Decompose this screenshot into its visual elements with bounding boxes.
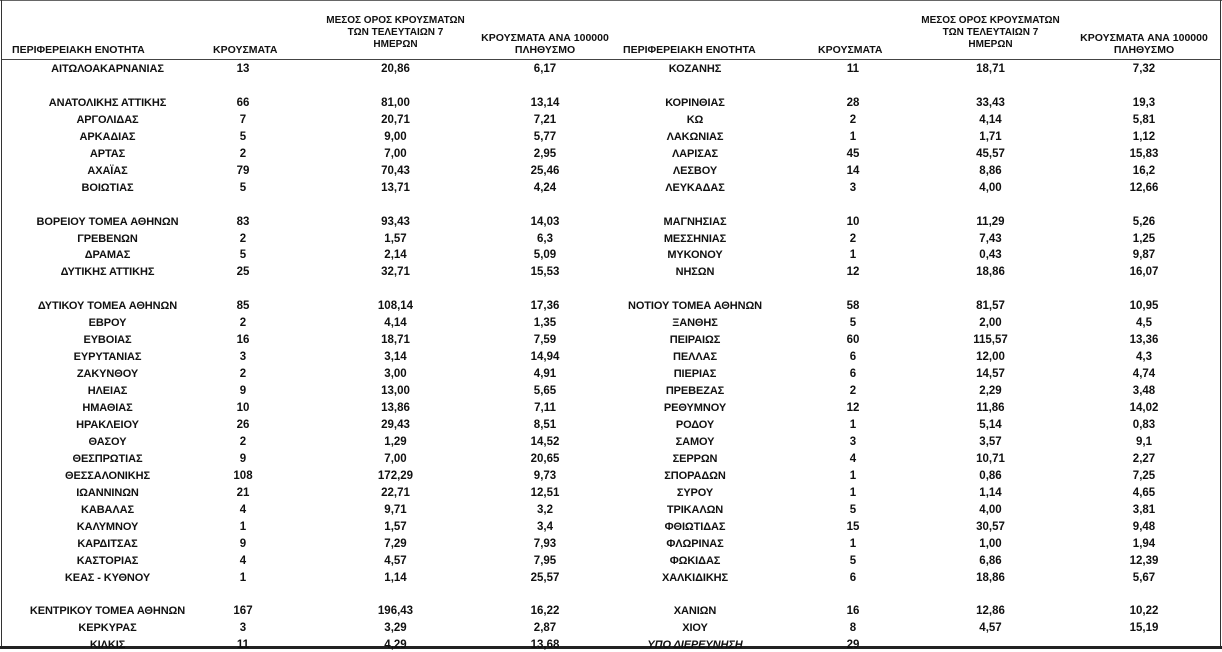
- left-avg-cell: 172,29: [377, 470, 414, 482]
- left-avg-cell: 4,14: [384, 317, 407, 329]
- left-per-cell: 14,94: [530, 351, 560, 363]
- right-avg-cell: 8,86: [979, 165, 1002, 177]
- right-cases-cell: 14: [846, 165, 860, 177]
- left-per-cell: 4,91: [533, 368, 557, 380]
- left-cases-cell: 21: [236, 487, 250, 499]
- right-per-cell: 1,12: [1132, 131, 1156, 143]
- left-per-cell: 5,65: [533, 385, 557, 397]
- left-cases-cell: 11: [236, 639, 250, 651]
- right-region-cell: ΝΗΣΩΝ: [675, 266, 715, 278]
- left-avg-cell: 70,43: [381, 165, 410, 177]
- right-cases-cell: 1: [849, 470, 857, 482]
- left-per-cell: 7,59: [533, 334, 557, 346]
- left-cases-cell: 2: [239, 436, 247, 448]
- right-region-cell: ΜΑΓΝΗΣΙΑΣ: [663, 216, 727, 228]
- left-region-cell: ΕΥΒΟΙΑΣ: [83, 334, 132, 346]
- left-per-cell: 2,95: [533, 148, 557, 160]
- right-region-cell: ΦΩΚΙΔΑΣ: [669, 555, 721, 567]
- right-per-cell: 14,02: [1129, 402, 1159, 414]
- header-region-right: ΠΕΡΙΦΕΡΕΙΑΚΗ ΕΝΟΤΗΤΑ: [623, 44, 756, 56]
- left-cases-cell: 2: [239, 148, 247, 160]
- right-per-cell: 5,81: [1132, 114, 1156, 126]
- left-per-cell: 7,95: [533, 555, 557, 567]
- left-per-cell: 14,52: [530, 436, 560, 448]
- left-per-cell: 16,22: [530, 605, 560, 617]
- right-cases-cell: 12: [846, 266, 860, 278]
- header-avg-left-line3: ΗΜΕΡΩΝ: [373, 39, 418, 50]
- left-per-cell: 9,73: [533, 470, 557, 482]
- left-region-cell: ΗΜΑΘΙΑΣ: [82, 402, 133, 414]
- left-avg-cell: 9,00: [384, 131, 407, 143]
- right-region-cell: ΣΥΡΟΥ: [676, 487, 714, 499]
- left-avg-cell: 1,14: [384, 572, 407, 584]
- header-avg-left-line2: ΤΩΝ ΤΕΛΕΥΤΑΙΩΝ 7: [347, 27, 444, 38]
- right-cases-cell: 2: [849, 114, 857, 126]
- left-per-cell: 5,77: [533, 131, 557, 143]
- left-cases-cell: 79: [236, 165, 250, 177]
- left-per-cell: 12,51: [530, 487, 560, 499]
- right-cases-cell: 2: [849, 233, 857, 245]
- right-region-cell: ΦΛΩΡΙΝΑΣ: [666, 538, 724, 550]
- header-avg-right-line2: ΤΩΝ ΤΕΛΕΥΤΑΙΩΝ 7: [942, 27, 1039, 38]
- header-per-left: [465, 32, 625, 56]
- right-region-cell: ΜΥΚΟΝΟΥ: [667, 249, 723, 261]
- left-per-cell: 17,36: [530, 300, 560, 312]
- right-region-cell: ΜΕΣΣΗΝΙΑΣ: [663, 233, 727, 245]
- right-cases-cell: 2: [849, 385, 857, 397]
- header-region-left: ΠΕΡΙΦΕΡΕΙΑΚΗ ΕΝΟΤΗΤΑ: [12, 44, 145, 56]
- right-cases-cell: 3: [849, 182, 857, 194]
- right-per-cell: 4,3: [1136, 351, 1152, 363]
- right-avg-cell: 30,57: [976, 521, 1005, 533]
- left-per-cell: 15,53: [530, 266, 560, 278]
- left-cases-cell: 5: [239, 182, 247, 194]
- header-divider: [2, 59, 1220, 60]
- left-cases-cell: 1: [239, 521, 247, 533]
- left-per-cell: 7,21: [533, 114, 557, 126]
- left-avg-cell: 196,43: [377, 605, 414, 617]
- left-cases-cell: 3: [239, 622, 247, 634]
- left-region-cell: ΒΟΙΩΤΙΑΣ: [81, 182, 134, 194]
- right-cases-cell: 28: [846, 97, 860, 109]
- right-region-cell: ΚΟΖΑΝΗΣ: [668, 63, 722, 75]
- header-avg-right-line3: ΗΜΕΡΩΝ: [968, 39, 1013, 50]
- right-avg-cell: 4,14: [979, 114, 1002, 126]
- left-per-cell: 25,57: [530, 572, 560, 584]
- right-per-cell: 15,83: [1129, 148, 1159, 160]
- left-region-cell: ΚΕΡΚΥΡΑΣ: [78, 622, 137, 634]
- right-avg-cell: 18,86: [976, 572, 1005, 584]
- header-per-left-line1: ΚΡΟΥΣΜΑΤΑ ΑΝΑ 100000: [481, 32, 609, 44]
- right-cases-cell: 1: [849, 419, 857, 431]
- left-region-cell: ΚΑΡΔΙΤΣΑΣ: [77, 538, 138, 550]
- right-region-cell: ΣΕΡΡΩΝ: [672, 453, 718, 465]
- right-per-cell: 3,48: [1132, 385, 1156, 397]
- left-avg-cell: 20,86: [381, 63, 410, 75]
- left-cases-cell: 5: [239, 131, 247, 143]
- right-region-cell: ΦΘΙΩΤΙΔΑΣ: [664, 521, 726, 533]
- left-region-cell: ΚΑΣΤΟΡΙΑΣ: [76, 555, 139, 567]
- right-cases-cell: 6: [849, 368, 857, 380]
- left-per-cell: 3,2: [537, 504, 553, 516]
- left-avg-cell: 32,71: [381, 266, 410, 278]
- left-avg-cell: 22,71: [381, 487, 410, 499]
- left-cases-cell: 1: [239, 572, 247, 584]
- right-per-cell: 3,81: [1132, 504, 1156, 516]
- right-avg-cell: 7,43: [979, 233, 1002, 245]
- left-region-cell: ΚΑΛΥΜΝΟΥ: [76, 521, 139, 533]
- right-region-cell: ΧΑΝΙΩΝ: [673, 605, 717, 617]
- left-avg-cell: 13,71: [381, 182, 410, 194]
- right-region-cell: ΣΑΜΟΥ: [675, 436, 715, 448]
- left-per-cell: 13,14: [530, 97, 560, 109]
- right-cases-cell: 1: [849, 249, 857, 261]
- right-per-cell: 9,48: [1132, 521, 1156, 533]
- left-region-cell: ΙΩΑΝΝΙΝΩΝ: [76, 487, 139, 499]
- right-cases-cell: 8: [849, 622, 857, 634]
- right-cases-cell: 15: [846, 521, 860, 533]
- right-cases-cell: 10: [846, 216, 860, 228]
- right-avg-cell: 115,57: [973, 334, 1008, 346]
- right-avg-cell: 2,00: [979, 317, 1002, 329]
- left-per-cell: 7,93: [533, 538, 557, 550]
- right-per-cell: 12,66: [1129, 182, 1159, 194]
- header-avg-right: [913, 15, 1068, 51]
- right-region-cell: ΚΟΡΙΝΘΙΑΣ: [665, 97, 725, 109]
- left-cases-cell: 13: [236, 63, 250, 75]
- right-cases-cell: 6: [849, 572, 857, 584]
- right-per-cell: 16,07: [1129, 266, 1159, 278]
- left-region-cell: ΒΟΡΕΙΟΥ ΤΟΜΕΑ ΑΘΗΝΩΝ: [36, 216, 179, 228]
- left-cases-cell: 2: [239, 317, 247, 329]
- left-cases-cell: 5: [239, 249, 247, 261]
- right-cases-cell: 3: [849, 436, 857, 448]
- left-region-cell: ΑΧΑΪΑΣ: [87, 165, 128, 177]
- left-avg-cell: 4,57: [384, 555, 407, 567]
- left-cases-cell: 3: [239, 351, 247, 363]
- right-avg-cell: 0,43: [979, 249, 1002, 261]
- right-region-cell: ΠΕΙΡΑΙΩΣ: [669, 334, 721, 346]
- left-avg-cell: 9,71: [384, 504, 407, 516]
- right-cases-cell: 4: [849, 453, 857, 465]
- right-region-cell: ΠΙΕΡΙΑΣ: [673, 368, 717, 380]
- left-avg-cell: 1,57: [384, 233, 407, 245]
- right-region-cell: ΛΕΣΒΟΥ: [672, 165, 718, 177]
- left-per-cell: 6,17: [533, 63, 557, 75]
- left-avg-cell: 7,00: [384, 148, 407, 160]
- left-cases-cell: 85: [236, 300, 250, 312]
- header-per-right-line2: ΠΛΗΘΥΣΜΟ: [1113, 44, 1175, 56]
- right-per-cell: 2,27: [1132, 453, 1156, 465]
- right-avg-cell: 33,43: [976, 97, 1005, 109]
- right-per-cell: 9,87: [1132, 249, 1156, 261]
- right-avg-cell: 11,29: [976, 216, 1005, 228]
- left-cases-cell: 83: [236, 216, 250, 228]
- right-region-cell: ΠΡΕΒΕΖΑΣ: [665, 385, 725, 397]
- header-avg-left: [318, 15, 473, 51]
- right-avg-cell: 3,57: [979, 436, 1002, 448]
- right-cases-cell: 1: [849, 538, 857, 550]
- right-cases-cell: 29: [846, 639, 860, 651]
- right-region-cell: ΝΟΤΙΟΥ ΤΟΜΕΑ ΑΘΗΝΩΝ: [627, 300, 763, 312]
- left-per-cell: 20,65: [530, 453, 560, 465]
- right-region-cell: ΛΑΚΩΝΙΑΣ: [666, 131, 724, 143]
- right-per-cell: 9,1: [1136, 436, 1152, 448]
- right-cases-cell: 5: [849, 317, 857, 329]
- right-avg-cell: 6,86: [979, 555, 1002, 567]
- left-per-cell: 7,11: [534, 402, 556, 414]
- header-cases-right: ΚΡΟΥΣΜΑΤΑ: [818, 44, 883, 56]
- right-cases-cell: 45: [846, 148, 860, 160]
- left-avg-cell: 3,29: [384, 622, 407, 634]
- right-region-cell: ΧΑΛΚΙΔΙΚΗΣ: [661, 572, 729, 584]
- left-avg-cell: 3,00: [384, 368, 407, 380]
- left-region-cell: ΓΡΕΒΕΝΩΝ: [77, 233, 138, 245]
- left-per-cell: 6,3: [537, 233, 553, 245]
- right-region-cell: ΞΑΝΘΗΣ: [672, 317, 718, 329]
- left-region-cell: ΑΡΓΟΛΙΔΑΣ: [76, 114, 139, 126]
- left-cases-cell: 16: [236, 334, 250, 346]
- right-cases-cell: 12: [846, 402, 860, 414]
- right-per-cell: 1,94: [1132, 538, 1156, 550]
- right-cases-cell: 60: [846, 334, 860, 346]
- right-per-cell: 10,22: [1129, 605, 1159, 617]
- right-cases-cell: 11: [846, 63, 860, 75]
- left-region-cell: ΕΒΡΟΥ: [88, 317, 127, 329]
- right-avg-cell: 12,00: [976, 351, 1005, 363]
- right-avg-cell: 81,57: [976, 300, 1005, 312]
- right-per-cell: 7,25: [1132, 470, 1156, 482]
- right-avg-cell: 12,86: [976, 605, 1005, 617]
- left-per-cell: 8,51: [533, 419, 557, 431]
- right-cases-cell: 5: [849, 555, 857, 567]
- header-avg-left-line1: ΜΕΣΟΣ ΟΡΟΣ ΚΡΟΥΣΜΑΤΩΝ: [326, 15, 465, 26]
- left-per-cell: 14,03: [530, 216, 560, 228]
- right-per-cell: 4,74: [1132, 368, 1156, 380]
- left-cases-cell: 167: [233, 605, 253, 617]
- left-avg-cell: 13,86: [381, 402, 410, 414]
- header-per-left-line2: ΠΛΗΘΥΣΜΟ: [514, 44, 576, 56]
- left-per-cell: 2,87: [533, 622, 557, 634]
- right-avg-cell: 18,86: [976, 266, 1005, 278]
- left-region-cell: ΘΑΣΟΥ: [88, 436, 127, 448]
- left-cases-cell: 10: [236, 402, 250, 414]
- left-region-cell: ΘΕΣΣΑΛΟΝΙΚΗΣ: [65, 470, 150, 482]
- right-per-cell: 4,5: [1136, 317, 1152, 329]
- left-region-cell: ΚΑΒΑΛΑΣ: [81, 504, 134, 516]
- left-avg-cell: 3,14: [384, 351, 407, 363]
- right-avg-cell: 4,00: [979, 504, 1002, 516]
- right-per-cell: 19,3: [1132, 97, 1156, 109]
- left-avg-cell: 1,57: [384, 521, 407, 533]
- left-cases-cell: 4: [239, 504, 247, 516]
- right-region-cell: ΡΕΘΥΜΝΟΥ: [663, 402, 727, 414]
- right-avg-cell: 1,14: [979, 487, 1002, 499]
- right-avg-cell: 1,00: [979, 538, 1002, 550]
- left-region-cell: ΗΛΕΙΑΣ: [87, 385, 128, 397]
- right-per-cell: 5,67: [1132, 572, 1156, 584]
- left-cases-cell: 7: [239, 114, 247, 126]
- left-cases-cell: 108: [233, 470, 253, 482]
- right-cases-cell: 58: [846, 300, 860, 312]
- left-region-cell: ΚΕΑΣ - ΚΥΘΝΟΥ: [64, 572, 151, 584]
- left-avg-cell: 93,43: [381, 216, 410, 228]
- right-avg-cell: 45,57: [976, 148, 1005, 160]
- right-region-cell: ΡΟΔΟΥ: [675, 419, 715, 431]
- right-avg-cell: 4,00: [979, 182, 1002, 194]
- left-region-cell: ΔΡΑΜΑΣ: [84, 249, 131, 261]
- right-avg-cell: 18,71: [976, 63, 1005, 75]
- left-cases-cell: 66: [236, 97, 250, 109]
- left-cases-cell: 2: [239, 233, 247, 245]
- left-region-cell: ΑΝΑΤΟΛΙΚΗΣ ΑΤΤΙΚΗΣ: [48, 97, 167, 109]
- header-cases-left: ΚΡΟΥΣΜΑΤΑ: [213, 44, 278, 56]
- right-region-cell: ΛΑΡΙΣΑΣ: [671, 148, 719, 160]
- left-cases-cell: 2: [239, 368, 247, 380]
- left-cases-cell: 9: [239, 538, 247, 550]
- right-per-cell: 4,65: [1132, 487, 1156, 499]
- left-avg-cell: 18,71: [381, 334, 410, 346]
- left-avg-cell: 7,00: [384, 453, 407, 465]
- right-avg-cell: 5,14: [979, 419, 1002, 431]
- left-region-cell: ΔΥΤΙΚΟΥ ΤΟΜΕΑ ΑΘΗΝΩΝ: [37, 300, 178, 312]
- left-cases-cell: 25: [236, 266, 250, 278]
- left-region-cell: ΚΙΛΚΙΣ: [89, 639, 126, 651]
- right-cases-cell: 1: [849, 487, 857, 499]
- right-cases-cell: 16: [846, 605, 860, 617]
- left-avg-cell: 81,00: [381, 97, 410, 109]
- left-avg-cell: 2,14: [384, 249, 407, 261]
- right-avg-cell: 10,71: [976, 453, 1005, 465]
- right-per-cell: 15,19: [1129, 622, 1159, 634]
- right-cases-cell: 1: [849, 131, 857, 143]
- right-per-cell: 13,36: [1129, 334, 1159, 346]
- right-avg-cell: 2,29: [979, 385, 1002, 397]
- right-per-cell: 1,25: [1132, 233, 1156, 245]
- left-cases-cell: 9: [239, 385, 247, 397]
- left-region-cell: ΑΙΤΩΛΟΑΚΑΡΝΑΝΙΑΣ: [51, 63, 164, 75]
- left-avg-cell: 29,43: [381, 419, 410, 431]
- left-region-cell: ΔΥΤΙΚΗΣ ΑΤΤΙΚΗΣ: [60, 266, 155, 278]
- right-region-cell: ΧΙΟΥ: [682, 622, 708, 634]
- left-region-cell: ΚΕΝΤΡΙΚΟΥ ΤΟΜΕΑ ΑΘΗΝΩΝ: [29, 605, 186, 617]
- left-per-cell: 5,09: [533, 249, 557, 261]
- left-per-cell: 13,68: [530, 639, 560, 651]
- left-avg-cell: 108,14: [377, 300, 414, 312]
- right-region-cell: ΤΡΙΚΑΛΩΝ: [666, 504, 724, 516]
- left-avg-cell: 4,29: [384, 639, 407, 651]
- left-region-cell: ΑΡΤΑΣ: [89, 148, 126, 160]
- right-per-cell: 12,39: [1129, 555, 1159, 567]
- right-per-cell: 0,83: [1132, 419, 1156, 431]
- right-per-cell: 16,2: [1132, 165, 1156, 177]
- left-avg-cell: 1,29: [384, 436, 407, 448]
- right-per-cell: 7,32: [1132, 63, 1156, 75]
- right-avg-cell: 0,86: [979, 470, 1002, 482]
- right-region-cell: ΚΩ: [686, 114, 704, 126]
- left-cases-cell: 26: [236, 419, 250, 431]
- right-region-cell: ΠΕΛΛΑΣ: [673, 351, 717, 363]
- right-region-cell: ΛΕΥΚΑΔΑΣ: [665, 182, 725, 194]
- right-cases-cell: 6: [849, 351, 857, 363]
- right-avg-cell: 11,86: [976, 402, 1005, 414]
- left-per-cell: 4,24: [533, 182, 557, 194]
- left-avg-cell: 7,29: [384, 538, 407, 550]
- left-per-cell: 3,4: [537, 521, 553, 533]
- right-per-cell: 10,95: [1129, 300, 1159, 312]
- left-region-cell: ΑΡΚΑΔΙΑΣ: [79, 131, 136, 143]
- header-per-right-line1: ΚΡΟΥΣΜΑΤΑ ΑΝΑ 100000: [1080, 32, 1208, 44]
- right-cases-cell: 5: [849, 504, 857, 516]
- right-avg-cell: 14,57: [976, 368, 1005, 380]
- left-region-cell: ΗΡΑΚΛΕΙΟΥ: [76, 419, 139, 431]
- left-region-cell: ΖΑΚΥΝΘΟΥ: [76, 368, 139, 380]
- header-avg-right-line1: ΜΕΣΟΣ ΟΡΟΣ ΚΡΟΥΣΜΑΤΩΝ: [921, 15, 1060, 26]
- right-region-cell: ΥΠΟ ΔΙΕΡΕΥΝΗΣΗ: [647, 639, 743, 651]
- left-region-cell: ΘΕΣΠΡΩΤΙΑΣ: [72, 453, 143, 465]
- right-per-cell: 5,26: [1132, 216, 1156, 228]
- left-per-cell: 1,35: [533, 317, 557, 329]
- right-avg-cell: 4,57: [979, 622, 1002, 634]
- left-avg-cell: 13,00: [381, 385, 410, 397]
- header-per-right: [1064, 32, 1222, 56]
- right-avg-cell: 1,71: [979, 131, 1002, 143]
- left-avg-cell: 20,71: [381, 114, 410, 126]
- frame-top-border: [0, 0, 1222, 1]
- left-cases-cell: 4: [239, 555, 247, 567]
- left-region-cell: ΕΥΡΥΤΑΝΙΑΣ: [73, 351, 142, 363]
- right-region-cell: ΣΠΟΡΑΔΩΝ: [664, 470, 726, 482]
- left-cases-cell: 9: [239, 453, 247, 465]
- left-per-cell: 25,46: [530, 165, 560, 177]
